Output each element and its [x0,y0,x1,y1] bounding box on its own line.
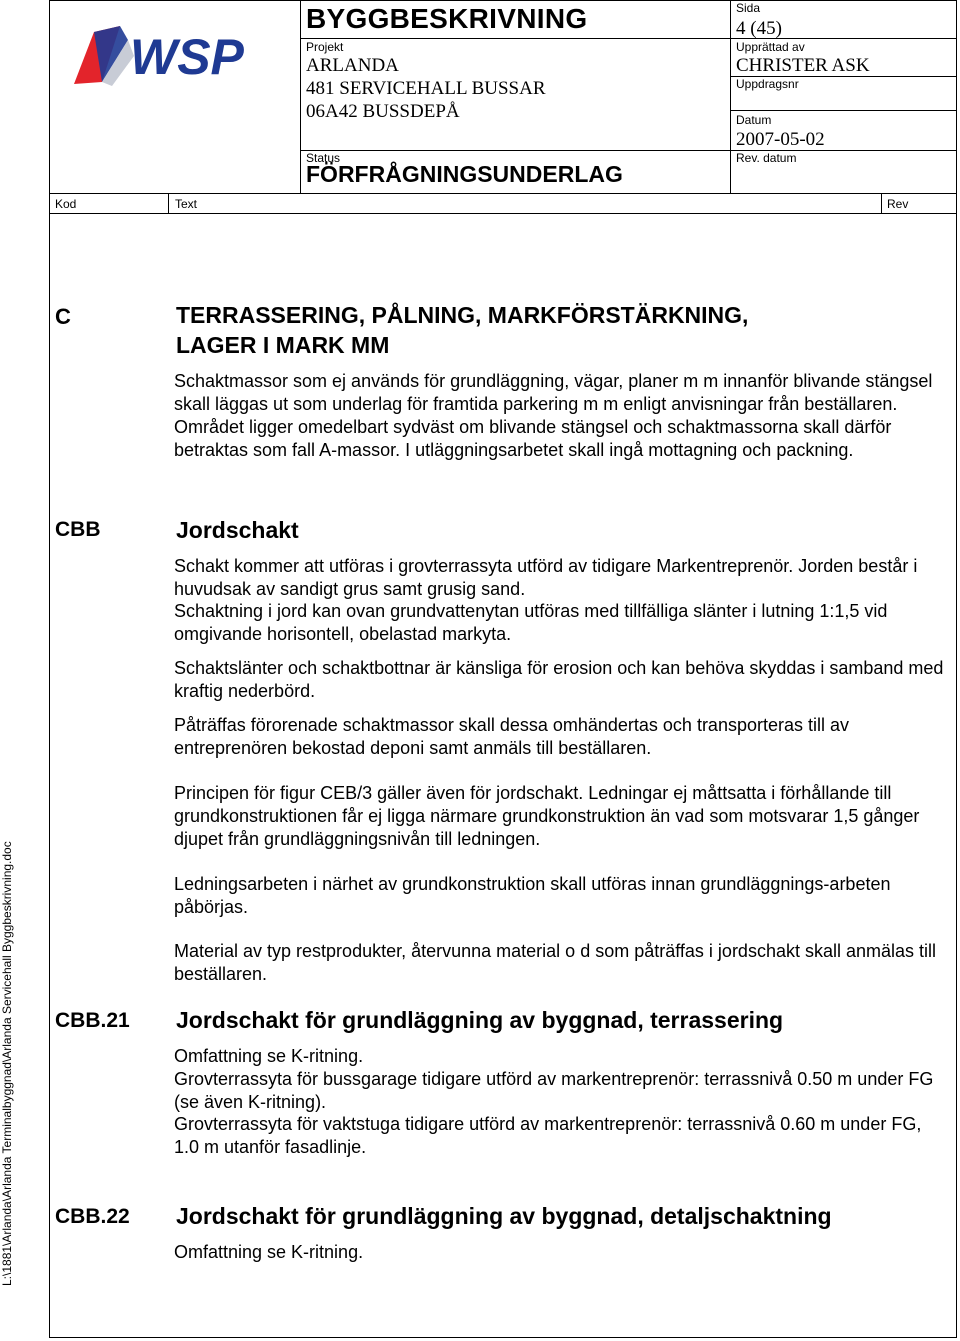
sida-value: 4 (45) [736,18,782,39]
paragraph: Schakt kommer att utföras i grovterrassyta utförd av tidigare Markentreprenör. Jorden består i huvudsak av sandigt grus samt grusig sand. [174,556,918,599]
uppdragsnr-label: Uppdragsnr [736,77,799,91]
document-title: BYGGBESKRIVNING [306,3,588,34]
section-code: CBB [55,518,101,541]
header-divider [168,194,169,214]
status-value: FÖRFRÅGNINGSUNDERLAG [306,161,623,187]
header-divider [881,194,882,214]
header-divider [300,0,301,194]
paragraph: Grovterrassyta för bussgarage tidigare utförd av markentreprenör: terrassnivå 0.50 m under FG (se även K-ritning). [174,1069,934,1112]
wsp-logo [72,22,262,86]
status-label: Status [306,151,341,165]
header-divider [49,193,957,194]
paragraph: Påträffas förorenade schaktmassor skall dessa omhändertas och transporteras till av entreprenören bekostad deponi samt anmäls till beställaren. [174,715,849,758]
section-code: CBB.22 [55,1205,130,1228]
datum-value: 2007-05-02 [736,129,825,150]
paragraph: Schaktning i jord kan ovan grundvattenytan utföras med tillfälliga slänter i lutning 1:1,5 vid omgivande horisontell, obelastad markyta. [174,601,888,644]
column-kod: Kod [55,197,77,211]
paragraph: Grovterrassyta för vaktstuga tidigare utförd av markentreprenör: terrassnivå 0.60 m under FG, 1.0 m utanför fasadlinje. [174,1114,922,1157]
upprattad-value: CHRISTER ASK [736,55,870,76]
paragraph: Omfattning se K-ritning. [174,1242,364,1262]
projekt-line: 481 SERVICEHALL BUSSAR [306,78,546,99]
paragraph: Material av typ restprodukter, återvunna material o d som påträffas i jordschakt skall anmälas till beställaren. [174,941,937,984]
header-divider [730,110,957,111]
paragraph: Principen för figur CEB/3 gäller även för jordschakt. Ledningar ej måttsatta i förhållande till grundkonstruktionen får ej ligga närmare grundkonstruktion än vad som motsvarar 1,5 gånger djupet från grundläggningsnivån till ledningen. [174,783,920,849]
header-divider [300,150,956,151]
projekt-line: 06A42 BUSSDEPÅ [306,101,460,122]
upprattad-label: Upprättad av [736,40,805,54]
rev-datum-label: Rev. datum [736,151,797,165]
section-heading: TERRASSERING, PÅLNING, MARKFÖRSTÄRKNING, [176,302,749,328]
section-heading: Jordschakt [176,517,299,543]
header-divider [49,213,957,214]
datum-label: Datum [736,113,772,127]
paragraph: Omfattning se K-ritning. [174,1046,364,1066]
column-text: Text [175,197,198,211]
projekt-label: Projekt [306,40,344,54]
section-code: C [55,304,71,329]
section-code: CBB.21 [55,1009,130,1032]
column-rev: Rev [887,197,909,211]
file-path: L:\1881\Arlanda\Arlanda Terminalbyggnad\Arlanda Servicehall Byggbeskrivning.doc [0,841,14,1286]
sida-label: Sida [736,1,761,15]
paragraph: Schaktslänter och schaktbottnar är känsliga för erosion och kan behöva skyddas i samband med kraftig nederbörd. [174,658,944,701]
projekt-line: ARLANDA [306,55,399,76]
paragraph: Ledningsarbeten i närhet av grundkonstruktion skall utföras innan grundläggnings-arbeten påbörjas. [174,874,891,917]
section-heading: LAGER I MARK MM [176,332,390,358]
section-heading: Jordschakt för grundläggning av byggnad, terrassering [176,1007,784,1033]
header-divider [730,0,731,194]
logo-wordmark: WSP [130,29,244,85]
header-divider [300,38,956,39]
paragraph: Schaktmassor som ej används för grundläggning, vägar, planer m m innanför blivande stängsel skall läggas ut som underlag för framtida parkering m m enligt anvisningar från beställaren. Området ligger omedelbart sydväst om blivande stängsel och schaktmassorna skall därför betraktas som fall A-massor. I utläggningsarbetet skall ingå mottagning och packning. [174,371,933,460]
section-heading: Jordschakt för grundläggning av byggnad, detaljschaktning [176,1203,832,1229]
